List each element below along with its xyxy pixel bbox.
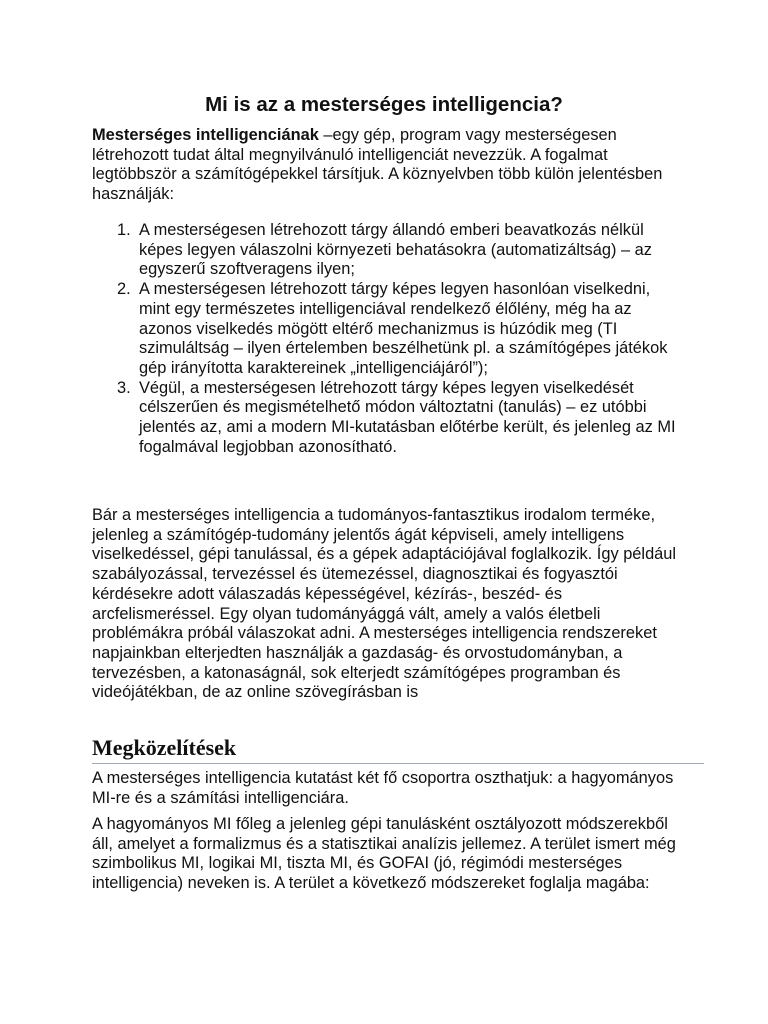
section-heading: Megközelítések (92, 735, 704, 764)
intro-paragraph (92, 126, 682, 205)
list-item (117, 379, 677, 458)
list-item-text: Végül, a mesterségesen létrehozott tárgy képes legyen viselkedését célszerűen és megismételhető módon változtatni (tanulás) – ez utóbbi jelentés az, ami a modern MI-kutatásban előtérbe került, és jelenleg az MI fogalmával legjobban azonosítható. (139, 378, 676, 456)
list-item (117, 280, 677, 379)
list-item (117, 221, 677, 280)
list-item-number: 2. (117, 280, 131, 299)
section-paragraph: A hagyományos MI főleg a jelenleg gépi tanulásként osztályozott módszerekből áll, amelyet a formalizmus és a statisztikai analízis jellemez. A terület ismert még szimbolikus MI, logikai MI, tiszta MI, és GOFAI (jó, régimódi mesterséges intelligencia) neveken is. A terület a következő módszereket foglalja magába: (92, 815, 676, 893)
section-paragraph: A mesterséges intelligencia kutatást két fő csoportra oszthatjuk: a hagyományos MI-re és a számítási intelligenciára. (92, 769, 674, 807)
list-item-text: A mesterségesen létrehozott tárgy állandó emberi beavatkozás nélkül képes legyen válaszolni környezeti behatásokra (automatizáltság) – az egyszerű szoftveragens ilyen; (139, 221, 652, 279)
intro-text: –egy gép, program vagy mesterségesen létrehozott tudat által megnyilvánuló intelligenciát nevezzük. A fogalmat legtöbbször a számítógépekkel társítjuk. A köznyelvben több külön jelentésben használják: (92, 126, 663, 204)
definition-list (117, 221, 677, 457)
intro-term: Mesterséges intelligenciának (92, 126, 319, 144)
page-title: Mi is az a mesterséges intelligencia? (205, 93, 563, 116)
list-item-number: 3. (117, 378, 131, 397)
body-paragraph: Bár a mesterséges intelligencia a tudományos-fantasztikus irodalom terméke, jelenleg a számítógép-tudomány jelentős ágát képviseli, amely intelligens viselkedéssel, gépi tanulással, és a gépek adaptációjával foglalkozik. Így például szabályozással, tervezéssel és ütemezéssel, diagnosztikai és fogyasztói kérdésekre adott válaszadás képességével, kézírás-, beszéd- és arcfelismeréssel. Egy olyan tudományággá vált, amely a valós életbeli problémákra próbál válaszokat adni. A mesterséges intelligencia rendszereket napjainkban elterjedten használják a gazdaság- és orvostudományban, a tervezésben, a katonaságnál, sok elterjedt számítógépes programban és videójátékban, de az online szövegírásban is (92, 506, 677, 702)
list-item-text: A mesterségesen létrehozott tárgy képes legyen hasonlóan viselkedni, mint egy természetes intelligenciával rendelkező élőlény, még ha az azonos viselkedés mögött eltérő mechanizmus is húzódik meg (TI szimuláltság – ilyen értelemben beszélhetünk pl. a számítógépes játékok gép irányította karaktereinek „intelligenciájáról”); (139, 280, 668, 377)
list-item-number: 1. (117, 221, 131, 239)
